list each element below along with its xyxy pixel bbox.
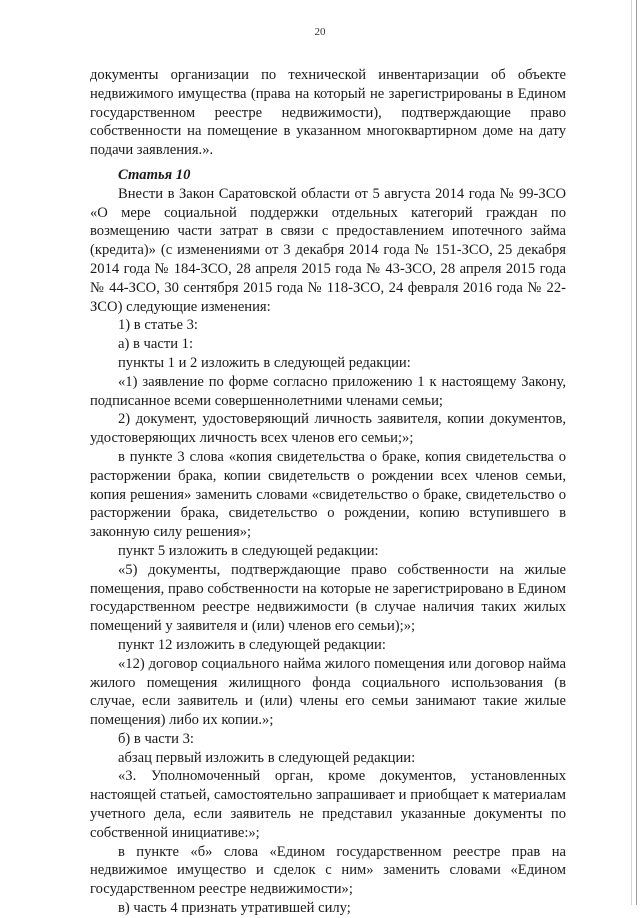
scan-edge-line — [636, 0, 637, 905]
paragraph-amendment-intro: Внести в Закон Саратовской области от 5 августа 2014 года № 99-ЗСО «О мере социальной поддержки отдельных категорий граждан по возмещению части затрат в связи с предоставлением ипотечного займа (кредита)» (с изменениями от 3 декабря 2014 года № 151-ЗСО, 25 декабря 2014 года № 184-ЗСО, 28 апреля 2015 года № 43-ЗСО, 28 апреля 2015 года № 44-ЗСО, 30 сентября 2015 года № 118-ЗСО, 24 февраля 2016 года № 22-ЗСО) следующие изменения: — [90, 185, 566, 315]
article-title: Статья 10 — [118, 166, 191, 183]
paragraph-item: «12) договор социального найма жилого помещения или договор найма жилого помещения жилищного фонда социального использования (в случае, если заявитель и (или) члены его семьи занимают такие жилые помещения) либо их копии.»; — [90, 655, 566, 729]
paragraph-item: 1) в статье 3: — [118, 317, 198, 334]
paragraph-item: а) в части 1: — [118, 336, 194, 353]
paragraph-item: абзац первый изложить в следующей редакции: — [118, 749, 416, 766]
paragraph-item: пункт 12 изложить в следующей редакции: — [118, 636, 386, 653]
paragraph-item: 2) документ, удостоверяющий личность заявителя, копии документов, удостоверяющих личность всех членов его семьи;»; — [90, 411, 566, 447]
paragraph-item: в) часть 4 признать утратившей силу; — [118, 900, 351, 917]
paragraph-item: «3. Уполномоченный орган, кроме документов, установленных настоящей статьей, самостоятельно запрашивает и приобщает к материалам учетного дела, если заявитель не представил указанные документы по собственной инициативе:»; — [90, 768, 566, 841]
document-body — [90, 66, 566, 918]
scan-edge-line — [631, 0, 632, 905]
paragraph-item: б) в части 3: — [118, 730, 194, 747]
paragraph-item: «5) документы, подтверждающие право собственности на жилые помещения, право собственности на которые не зарегистрировано в Едином государственном реестре недвижимости (в случае наличия таких жилых помещений у заявителя и (или) членов его семьи);»; — [90, 561, 566, 635]
paragraph-continuation: документы организации по технической инвентаризации об объекте недвижимого имущества (права на который не зарегистрированы в Едином государственном реестре недвижимости), подтверждающие право собственности на помещение в указанном многоквартирном доме на дату подачи заявления.». — [90, 67, 566, 159]
paragraph-item: в пункте 3 слова «копия свидетельства о браке, копия свидетельства о расторжении брака, копии свидетельств о рождении всех членов семьи, копия решения» заменить словами «свидетельство о браке, свидетельство о расторжении брака, свидетельство о рождении, копию вступившего в законную силу решения»; — [90, 448, 566, 541]
paragraph-item: пункт 5 изложить в следующей редакции: — [118, 542, 379, 559]
page-number: 20 — [314, 26, 326, 38]
paragraph-item: пункты 1 и 2 изложить в следующей редакции: — [118, 354, 411, 371]
paragraph-item: в пункте «б» слова «Едином государственном реестре прав на недвижимое имущество и сделок с ним» заменить словами «Едином государственном реестре недвижимости»; — [90, 843, 566, 898]
paragraph-item: «1) заявление по форме согласно приложению 1 к настоящему Закону, подписанное всеми совершеннолетними членами семьи; — [90, 373, 566, 409]
